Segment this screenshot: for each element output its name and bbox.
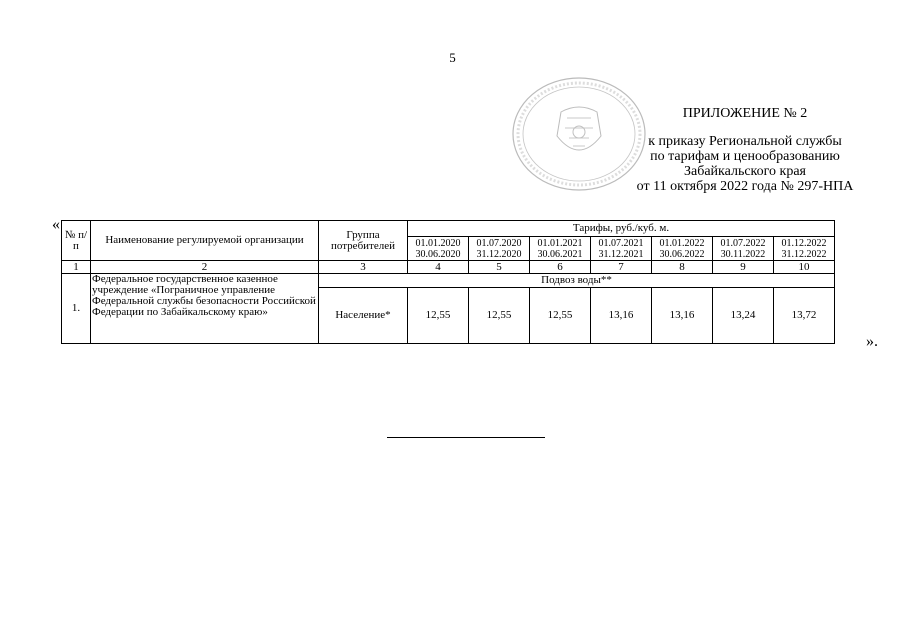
tariff-value: 12,55 [469,288,530,344]
period-header: 01.12.2022 31.12.2022 [774,237,835,261]
tariff-value: 13,16 [591,288,652,344]
tariff-value: 13,16 [652,288,713,344]
column-number: 3 [319,261,408,274]
tariff-value: 12,55 [530,288,591,344]
end-divider-line [387,437,545,438]
appendix-line: от 11 октября 2022 года № 297-НПА [636,179,854,194]
column-number: 1 [62,261,91,274]
column-number: 2 [91,261,319,274]
appendix-title: ПРИЛОЖЕНИЕ № 2 [682,106,808,121]
tariff-value: 13,24 [713,288,774,344]
period-header: 01.01.2020 30.06.2020 [408,237,469,261]
column-number: 10 [774,261,835,274]
appendix-line: Забайкальского края [683,164,806,179]
column-number: 8 [652,261,713,274]
column-number: 4 [408,261,469,274]
tariff-value: 13,72 [774,288,835,344]
quote-open: « [52,216,60,233]
period-header: 01.07.2021 31.12.2021 [591,237,652,261]
row-number: 1. [62,274,91,344]
column-number: 5 [469,261,530,274]
quote-close: ». [866,333,878,350]
tariff-table [61,220,835,344]
period-header: 01.01.2022 30.06.2022 [652,237,713,261]
header-group: Группа потребителей [319,221,408,261]
organization-name: Федеральное государственное казенное учреждение «Пограничное управление Федеральной службы безопасности Российской Федерации по Забайкальскому краю» [91,274,319,344]
period-header: 01.01.2021 30.06.2021 [530,237,591,261]
consumer-group: Население* [319,288,408,344]
appendix-header [600,106,890,194]
page-number: 5 [449,50,456,65]
header-org: Наименование регулируемой организации [91,221,319,261]
column-number: 7 [591,261,652,274]
period-header: 01.07.2020 31.12.2020 [469,237,530,261]
column-number: 6 [530,261,591,274]
service-label: Подвоз воды** [319,274,835,288]
column-number: 9 [713,261,774,274]
appendix-line: к приказу Региональной службы [648,134,842,149]
period-header: 01.07.2022 30.11.2022 [713,237,774,261]
appendix-line: по тарифам и ценообразованию [650,149,840,164]
header-num: № п/п [62,221,91,261]
tariff-value: 12,55 [408,288,469,344]
header-tariffs: Тарифы, руб./куб. м. [408,221,835,237]
